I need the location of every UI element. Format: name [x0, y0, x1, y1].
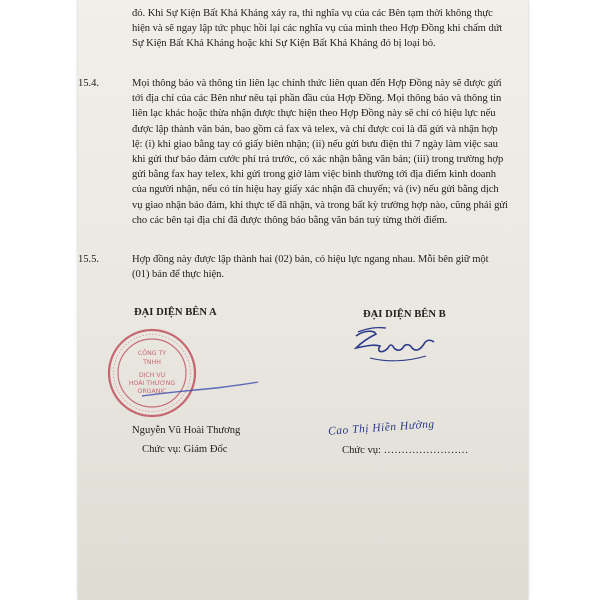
- clause-number: 15.5.: [78, 254, 99, 265]
- party-b-name: Cao Thị Hiền Hường: [327, 418, 436, 438]
- clause-15-4: [78, 76, 508, 228]
- party-a-signature: [137, 378, 260, 402]
- party-b-signature: [346, 322, 438, 368]
- document-page: [78, 0, 528, 600]
- clause-text: Mọi thông báo và thông tin liên lạc chính thức liên quan đến Hợp Đồng này sẽ được gửi tới địa chỉ của các Bên như nêu tại phần đầu của Hợp Đồng. Mọi thông báo và thông tin liên lạc khác hoặc thừa nhận được thực hiện theo Hợp Đồng này sẽ chỉ có hiệu lực nếu được lập thành văn bản, bao gồm cả fax và telex, và chỉ được coi là đã gửi và nhận hợp lệ: (i) khi giao bằng tay có giấy biên nhận; (ii) nếu gửi bưu điện thì 7 ngày làm việc sau khi gửi thư báo đảm cước phí trả trước, có xác nhận bằng văn bản; (iii) trong trường hợp gửi bằng fax hay telex, khi gửi trong giờ làm việc bình thường tới địa điểm kinh doanh của người nhận, nếu có tín hiệu hay giấy xác nhận đã chuyển; và (iv) nếu gửi bằng dịch vụ giao nhận bảo đảm, khi thực tế đã nhận, và trong bất kỳ trường hợp nào, cũng phải gửi cho các bên tại địa chỉ đã được thông báo bằng văn bản tuỳ từng thời điểm.: [132, 78, 508, 226]
- clause-number: 15.4.: [78, 78, 99, 89]
- stamp-line: HOÀI THƯƠNG: [128, 380, 176, 387]
- stamp-line: CÔNG TY: [137, 350, 167, 357]
- party-a-label: ĐẠI DIỆN BÊN A: [134, 307, 217, 318]
- clause-15-5: [78, 252, 508, 282]
- party-b-label: ĐẠI DIỆN BÊN B: [363, 309, 446, 320]
- clause-text: Hợp đồng này được lập thành hai (02) bản, có hiệu lực ngang nhau. Mỗi bên giữ một (01) bản để thực hiện.: [132, 254, 489, 281]
- party-a-name: Nguyễn Vũ Hoài Thương: [132, 425, 241, 436]
- stamp-line: TNHH: [143, 359, 161, 366]
- stamp-line: DỊCH VỤ: [138, 372, 166, 379]
- clause-15-3-continuation: đó. Khi Sự Kiện Bất Khả Kháng xảy ra, thì nghĩa vụ của các Bên tạm thời không thực hiện và sẽ ngay lập tức phục hồi lại các nghĩa vụ của mình theo Hợp Đồng khi chấm dứt Sự Kiện Bất Khả Kháng hoặc khi Sự Kiện Bất Khả Kháng đó bị loại bỏ.: [132, 8, 503, 50]
- company-stamp: [106, 327, 198, 419]
- party-b-title: Chức vụ: ……………………: [342, 445, 469, 456]
- party-a-title: Chức vụ: Giám Đốc: [142, 444, 228, 455]
- stamp-line: ORGANIC: [137, 388, 167, 395]
